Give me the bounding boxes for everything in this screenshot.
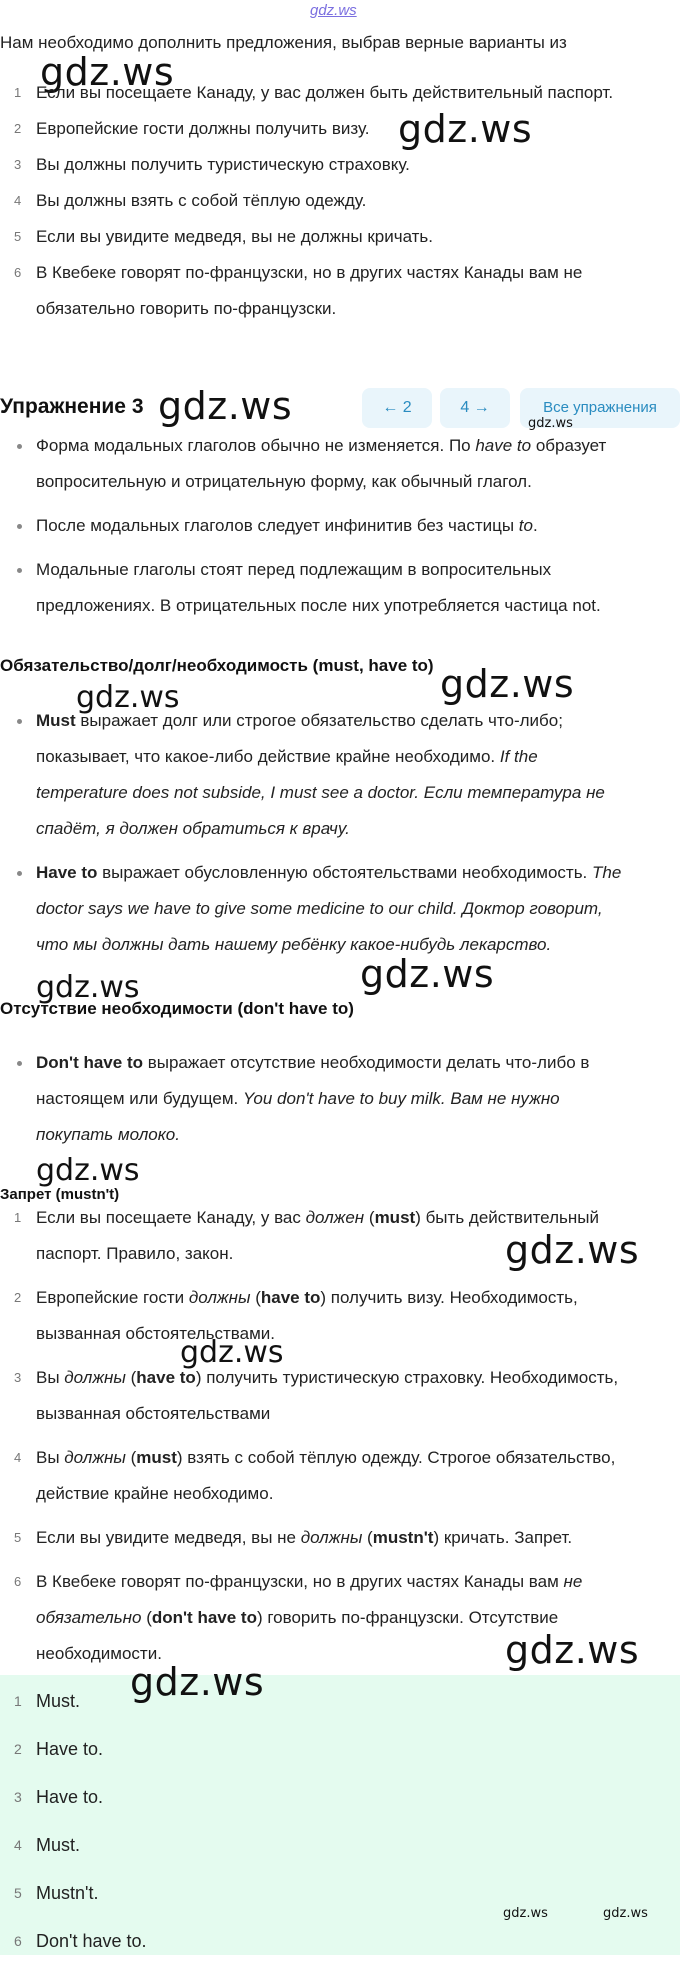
watermark: gdz.ws: [503, 1906, 548, 1921]
answer-text: Must.: [36, 1691, 81, 1711]
item-number: 4: [14, 1450, 22, 1465]
item-number: 5: [14, 1530, 22, 1545]
next-exercise-button[interactable]: [440, 388, 510, 428]
section-heading: Запрет (mustn't): [0, 1186, 120, 1203]
item-number: 3: [14, 157, 22, 172]
item-text: Вы: [36, 1448, 65, 1467]
item-text-bold: must: [374, 1208, 416, 1227]
item-text: ) быть действительный: [415, 1208, 599, 1227]
item-number: 3: [14, 1370, 22, 1385]
bullet-icon: [17, 568, 22, 573]
list-item: [0, 219, 676, 255]
item-number: 2: [14, 1741, 22, 1757]
rule-text: Модальные глаголы стоят перед подлежащим в вопросительных: [36, 560, 552, 579]
watermark: gdz.ws: [40, 50, 175, 94]
item-text: Если вы посещаете Канаду, у вас должен быть действительный паспорт.: [36, 83, 614, 102]
rule-text: предложениях. В отрицательных после них употребляется частица not.: [36, 596, 601, 615]
item-text: ) кричать. Запрет.: [433, 1528, 573, 1547]
list-item: [0, 1869, 676, 1917]
exercise-title: Упражнение 3: [0, 395, 144, 418]
section-heading: Обязательство/долг/необходимость (must, have to): [0, 656, 434, 675]
item-text: ) говорить по-французски. Отсутствие: [256, 1608, 559, 1627]
answer-text: Must.: [36, 1835, 81, 1855]
list-item: [0, 1725, 676, 1773]
item-text: Вы должны взять с собой тёплую одежду.: [36, 191, 367, 210]
item-text-bold: don't have to: [151, 1608, 257, 1627]
watermark: gdz.ws: [36, 1153, 140, 1188]
item-text: ) получить визу. Необходимость,: [320, 1288, 578, 1307]
list-item: [0, 703, 666, 847]
item-text: Если вы увидите медведя, вы не должны кричать.: [36, 227, 434, 246]
item-text: Если вы посещаете Канаду, у вас: [36, 1208, 306, 1227]
answer-text: Have to.: [36, 1787, 104, 1807]
watermark: gdz.ws: [158, 384, 293, 428]
item-text-italic: обязательно: [36, 1608, 142, 1627]
rule-term: to: [518, 516, 533, 535]
item-text: В Квебеке говорят по-французски, но в других частях Канады вам не: [36, 263, 583, 282]
list-item: [0, 428, 666, 500]
list-item: [0, 1520, 676, 1556]
item-text: (: [364, 1208, 375, 1227]
site-logo[interactable]: gdz.ws: [310, 2, 357, 19]
rules-list: [0, 428, 666, 624]
watermark: gdz.ws: [603, 1906, 648, 1921]
rule-text: вопросительную и отрицательную форму, как обычный глагол.: [36, 472, 532, 491]
prev-exercise-label: 2: [402, 399, 412, 416]
item-text: паспорт. Правило, закон.: [36, 1244, 234, 1263]
list-item: [0, 147, 676, 183]
rule-term: have to: [475, 436, 532, 455]
item-number: 2: [14, 121, 22, 136]
answer-text: Mustn't.: [36, 1883, 99, 1903]
obligation-list: [0, 703, 666, 963]
bullet-icon: [17, 524, 22, 529]
prev-exercise-button[interactable]: [362, 388, 432, 428]
bullet-icon: [17, 444, 22, 449]
rule-text: выражает долг или строгое обязательство сделать что-либо;: [75, 711, 563, 730]
item-text-bold: mustn't: [372, 1528, 434, 1547]
item-text: Европейские гости: [36, 1288, 189, 1307]
list-item: [0, 75, 676, 111]
rule-term: Have to: [36, 863, 98, 882]
item-text: Европейские гости должны получить визу.: [36, 119, 370, 138]
item-text-cont: обязательно говорить по-французски.: [36, 299, 337, 318]
item-text-italic: должны: [188, 1288, 251, 1307]
item-text: действие крайне необходимо.: [36, 1484, 274, 1503]
rule-text: .: [532, 516, 538, 535]
example-text: If the: [499, 747, 538, 766]
example-text: что мы должны дать нашему ребёнку какое-нибудь лекарство.: [36, 935, 552, 954]
item-text-italic: должен: [305, 1208, 365, 1227]
watermark: gdz.ws: [130, 1660, 265, 1704]
watermark: gdz.ws: [398, 107, 533, 151]
item-text-italic: должны: [300, 1528, 363, 1547]
item-text: вызванная обстоятельствами: [36, 1404, 271, 1423]
item-number: 3: [14, 1789, 22, 1805]
watermark: gdz.ws: [76, 680, 180, 715]
item-text: (: [125, 1368, 137, 1387]
item-text-bold: must: [136, 1448, 177, 1467]
item-text-italic: должны: [64, 1448, 126, 1467]
watermark: gdz.ws: [505, 1628, 640, 1672]
rule-text: показывает, что какое-либо действие крайне необходимо.: [36, 747, 500, 766]
list-item: [0, 255, 676, 327]
watermark: gdz.ws: [528, 416, 573, 431]
item-number: 4: [14, 1837, 22, 1853]
list-item: [0, 508, 666, 544]
list-item: [0, 1917, 676, 1965]
all-exercises-button[interactable]: Все упражнения: [520, 388, 680, 428]
example-text: temperature does not subside, I must see a doctor. Если температура не: [36, 783, 605, 802]
list-item: [0, 1440, 676, 1512]
answer-text: Don't have to.: [36, 1931, 147, 1951]
item-number: 6: [14, 1574, 22, 1589]
rule-text: настоящем или будущем.: [36, 1089, 243, 1108]
answers-panel: [0, 1675, 680, 1955]
bullet-icon: [17, 1061, 22, 1066]
item-number: 1: [14, 85, 22, 100]
item-number: 5: [14, 229, 22, 244]
rule-term: Don't have to: [36, 1053, 143, 1072]
bullet-icon: [17, 871, 22, 876]
watermark: gdz.ws: [360, 952, 495, 996]
rule-term: Must: [36, 711, 76, 730]
questions-list: [0, 75, 676, 327]
item-text: вызванная обстоятельствами.: [36, 1324, 276, 1343]
arrow-left-icon: ←: [382, 399, 399, 416]
list-item: [0, 183, 676, 219]
answer-text: Have to.: [36, 1739, 104, 1759]
item-number: 5: [14, 1885, 22, 1901]
rule-text: выражает обусловленную обстоятельствами необходимость.: [97, 863, 592, 882]
list-item: [0, 855, 666, 963]
example-text: The: [592, 863, 622, 882]
rule-text: После модальных глаголов следует инфинитив без частицы: [36, 516, 519, 535]
item-text: необходимости.: [36, 1644, 162, 1663]
rule-text: выражает отсутствие необходимости делать что-либо в: [143, 1053, 590, 1072]
watermark: gdz.ws: [440, 662, 575, 706]
item-text: (: [362, 1528, 373, 1547]
item-number: 2: [14, 1290, 22, 1305]
list-item: [0, 1045, 666, 1153]
list-item: [0, 1280, 676, 1352]
item-text-bold: have to: [260, 1288, 321, 1307]
next-exercise-label: 4: [460, 399, 470, 416]
watermark: gdz.ws: [505, 1228, 640, 1272]
watermark: gdz.ws: [36, 970, 140, 1005]
example-text: спадёт, я должен обратиться к врачу.: [36, 819, 350, 838]
list-item: [0, 1360, 676, 1432]
item-number: 6: [14, 265, 22, 280]
item-number: 4: [14, 193, 22, 208]
exercise-header: [0, 388, 680, 432]
list-item: [0, 111, 676, 147]
item-text: Вы: [36, 1368, 65, 1387]
list-item: [0, 1821, 676, 1869]
item-text: ) получить туристическую страховку. Необходимость,: [195, 1368, 619, 1387]
arrow-right-icon: →: [473, 399, 490, 416]
item-text: В Квебеке говорят по-французски, но в других частях Канады вам: [36, 1572, 564, 1591]
item-text-italic: должны: [64, 1368, 126, 1387]
item-number: 1: [14, 1693, 22, 1709]
item-text: Если вы увидите медведя, вы не: [36, 1528, 301, 1547]
item-text-bold: have to: [136, 1368, 196, 1387]
item-number: 6: [14, 1933, 22, 1949]
list-item: [0, 1677, 676, 1725]
example-text: You don't have to buy milk. Вам не нужно: [243, 1089, 560, 1108]
rule-text: образует: [531, 436, 607, 455]
example-text: покупать молоко.: [36, 1125, 180, 1144]
item-number: 1: [14, 1210, 22, 1225]
item-text-italic: не: [563, 1572, 583, 1591]
item-text: (: [125, 1448, 137, 1467]
absence-list: [0, 1045, 666, 1153]
item-text: ) взять с собой тёплую одежду. Строгое обязательство,: [176, 1448, 616, 1467]
item-text: (: [141, 1608, 152, 1627]
watermark: gdz.ws: [180, 1335, 284, 1370]
list-item: [0, 1773, 676, 1821]
example-text: doctor says we have to give some medicine to our child. Доктор говорит,: [36, 899, 603, 918]
section-heading: Отсутствие необходимости (don't have to): [0, 999, 354, 1018]
item-text: (: [250, 1288, 261, 1307]
intro-text: Нам необходимо дополнить предложения, выбрав верные варианты из: [0, 33, 567, 52]
list-item: [0, 552, 666, 624]
bullet-icon: [17, 719, 22, 724]
item-text: Вы должны получить туристическую страховку.: [36, 155, 410, 174]
rule-text: Форма модальных глаголов обычно не изменяется. По: [36, 436, 476, 455]
